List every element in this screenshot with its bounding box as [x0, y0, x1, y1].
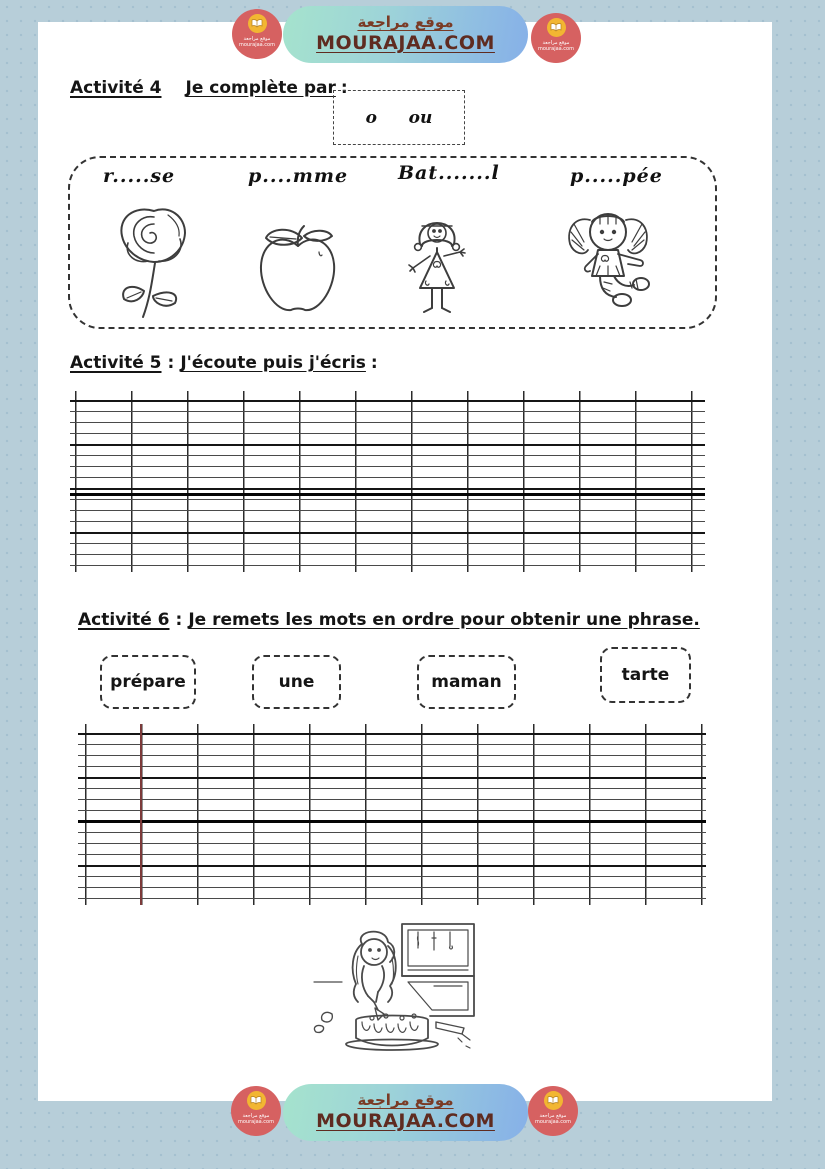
- footer-site-url[interactable]: MOURAJAA.COM: [316, 1110, 495, 1132]
- word-card-tarte[interactable]: [600, 647, 691, 703]
- rose-illustration: [108, 203, 200, 321]
- doll-illustration: [556, 202, 660, 316]
- book-icon: [247, 1091, 266, 1110]
- girl-illustration: [406, 208, 468, 320]
- header-badge-left: [232, 9, 282, 59]
- book-icon: [547, 18, 566, 37]
- choice-ou: ou: [408, 107, 433, 128]
- activity5-title: Activité 5: [70, 353, 162, 373]
- activity5-instruction: J'écoute puis j'écris: [180, 353, 366, 373]
- badge-text-arabic: موقع مراجعة: [242, 1113, 270, 1119]
- badge-text-url: mourajaa.com: [534, 1119, 571, 1125]
- word-card-maman[interactable]: [417, 655, 516, 709]
- activity5-colon: :: [167, 353, 175, 373]
- grid-baseline-heavy: [70, 493, 705, 496]
- word-card-label: prépare: [110, 672, 186, 692]
- word-slot-pomme[interactable]: p....mme: [248, 165, 349, 187]
- activity5-header: [70, 353, 378, 373]
- choice-o: o: [365, 107, 377, 128]
- word-card-label: tarte: [621, 665, 670, 685]
- apple-illustration: [252, 222, 344, 320]
- activity6-colon: :: [175, 610, 183, 630]
- grid-horizontal-lines: [70, 400, 705, 566]
- grid-baseline-heavy: [78, 820, 706, 823]
- word-slot-rose[interactable]: r.....se: [103, 165, 176, 187]
- header-site-name-arabic: موقع مراجعة: [357, 13, 454, 32]
- activity4-colon: :: [340, 78, 348, 98]
- activity6-header: [78, 610, 700, 630]
- grid-horizontal-lines: [78, 733, 706, 899]
- badge-text-arabic: موقع مراجعة: [539, 1113, 567, 1119]
- badge-text-url: mourajaa.com: [537, 46, 574, 52]
- footer-badge-left: [231, 1086, 281, 1136]
- book-icon: [248, 14, 267, 33]
- footer-site-name-arabic: موقع مراجعة: [357, 1091, 454, 1110]
- activity5-trailing-colon: :: [370, 353, 378, 373]
- badge-text-url: mourajaa.com: [238, 42, 275, 48]
- activity4-instruction: Je complète par: [185, 78, 336, 98]
- header-banner: [283, 6, 528, 63]
- word-card-une[interactable]: [252, 655, 341, 709]
- badge-text-arabic: موقع مراجعة: [243, 36, 271, 42]
- word-slot-batool[interactable]: Bat.......l: [398, 162, 500, 184]
- badge-text-arabic: موقع مراجعة: [542, 40, 570, 46]
- footer-badge-right: [528, 1086, 578, 1136]
- word-card-label: une: [278, 672, 315, 692]
- footer-banner: [283, 1084, 528, 1141]
- cake-baking-illustration: [312, 922, 480, 1064]
- activity6-title: Activité 6: [78, 610, 170, 630]
- activity4-header: [70, 78, 348, 98]
- writing-grid-activity6[interactable]: [78, 724, 706, 905]
- header-site-url[interactable]: MOURAJAA.COM: [316, 32, 495, 54]
- activity6-instruction: Je remets les mots en ordre pour obtenir une phrase.: [188, 610, 700, 630]
- book-icon: [544, 1091, 563, 1110]
- writing-grid-activity5[interactable]: [70, 391, 705, 572]
- grid-margin-line: [140, 724, 142, 905]
- badge-text-url: mourajaa.com: [237, 1119, 274, 1125]
- word-card-label: maman: [431, 672, 502, 692]
- choice-box: [333, 90, 465, 145]
- header-badge-right: [531, 13, 581, 63]
- word-slot-poupee[interactable]: p.....pée: [570, 165, 663, 187]
- activity4-title: Activité 4: [70, 78, 162, 98]
- word-card-prepare[interactable]: [100, 655, 196, 709]
